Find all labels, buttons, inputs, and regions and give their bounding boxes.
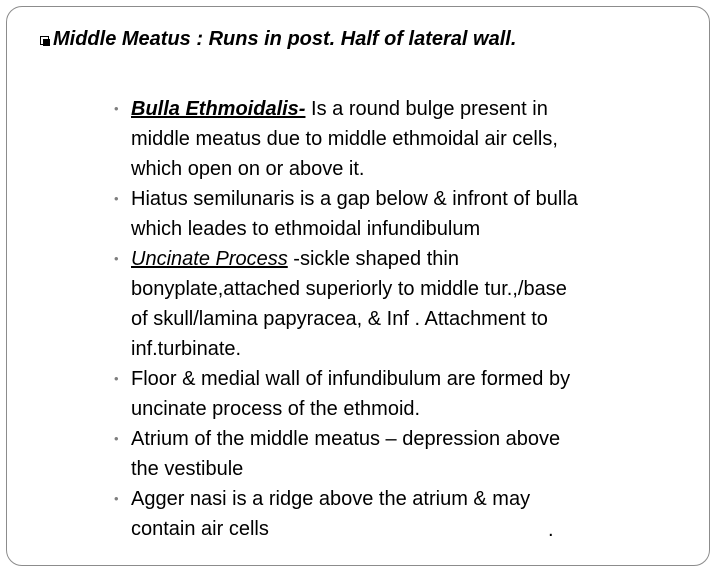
bullet-list: [114, 94, 704, 544]
bullet-line: middle meatus due to middle ethmoidal air cells,: [131, 128, 558, 150]
bullet-item-bulla-ethmoidalis: [114, 94, 704, 184]
bullet-line: which open on or above it.: [131, 158, 365, 180]
bullet-item-agger-nasi: [114, 484, 704, 544]
bullet-dot-icon: •: [114, 491, 119, 506]
bullet-line: which leades to ethmoidal infundibulum: [131, 218, 481, 240]
bullet-item-uncinate-process: [114, 244, 704, 364]
bullet-line: contain air cells: [131, 518, 269, 540]
bullet-item-atrium: [114, 424, 704, 484]
bullet-line: of skull/lamina papyracea, & Inf . Attachment to: [131, 308, 548, 330]
bullet-item-floor-medial-wall: [114, 364, 704, 424]
bullet-item-hiatus-semilunaris: [114, 184, 704, 244]
heading-text: Middle Meatus : Runs in post. Half of lateral wall.: [53, 28, 517, 50]
bullet-line: Floor & medial wall of infundibulum are formed by: [131, 368, 571, 390]
slide-heading: [40, 28, 516, 51]
bullet-line: inf.turbinate.: [131, 338, 242, 360]
bullet-line: Agger nasi is a ridge above the atrium & may: [131, 488, 531, 510]
bullet-line: the vestibule: [131, 458, 244, 480]
bullet-dot-icon: •: [114, 101, 119, 116]
square-bullet-icon: [40, 36, 49, 45]
bullet-dot-icon: •: [114, 431, 119, 446]
bullet-term: Uncinate Process: [131, 248, 288, 270]
bullet-dot-icon: •: [114, 371, 119, 386]
bullet-line: Atrium of the middle meatus – depression above: [131, 428, 561, 450]
bullet-dot-icon: •: [114, 251, 119, 266]
bullet-line: -sickle shaped thin: [287, 248, 459, 270]
trailing-mark: .: [548, 519, 554, 541]
bullet-term: Bulla Ethmoidalis-: [131, 98, 306, 120]
bullet-dot-icon: •: [114, 191, 119, 206]
bullet-line: Hiatus semilunaris is a gap below & infront of bulla: [131, 188, 578, 210]
bullet-line: uncinate process of the ethmoid.: [131, 398, 421, 420]
bullet-line: Is a round bulge present in: [305, 98, 548, 120]
bullet-line: bonyplate,attached superiorly to middle tur.,/base: [131, 278, 567, 300]
